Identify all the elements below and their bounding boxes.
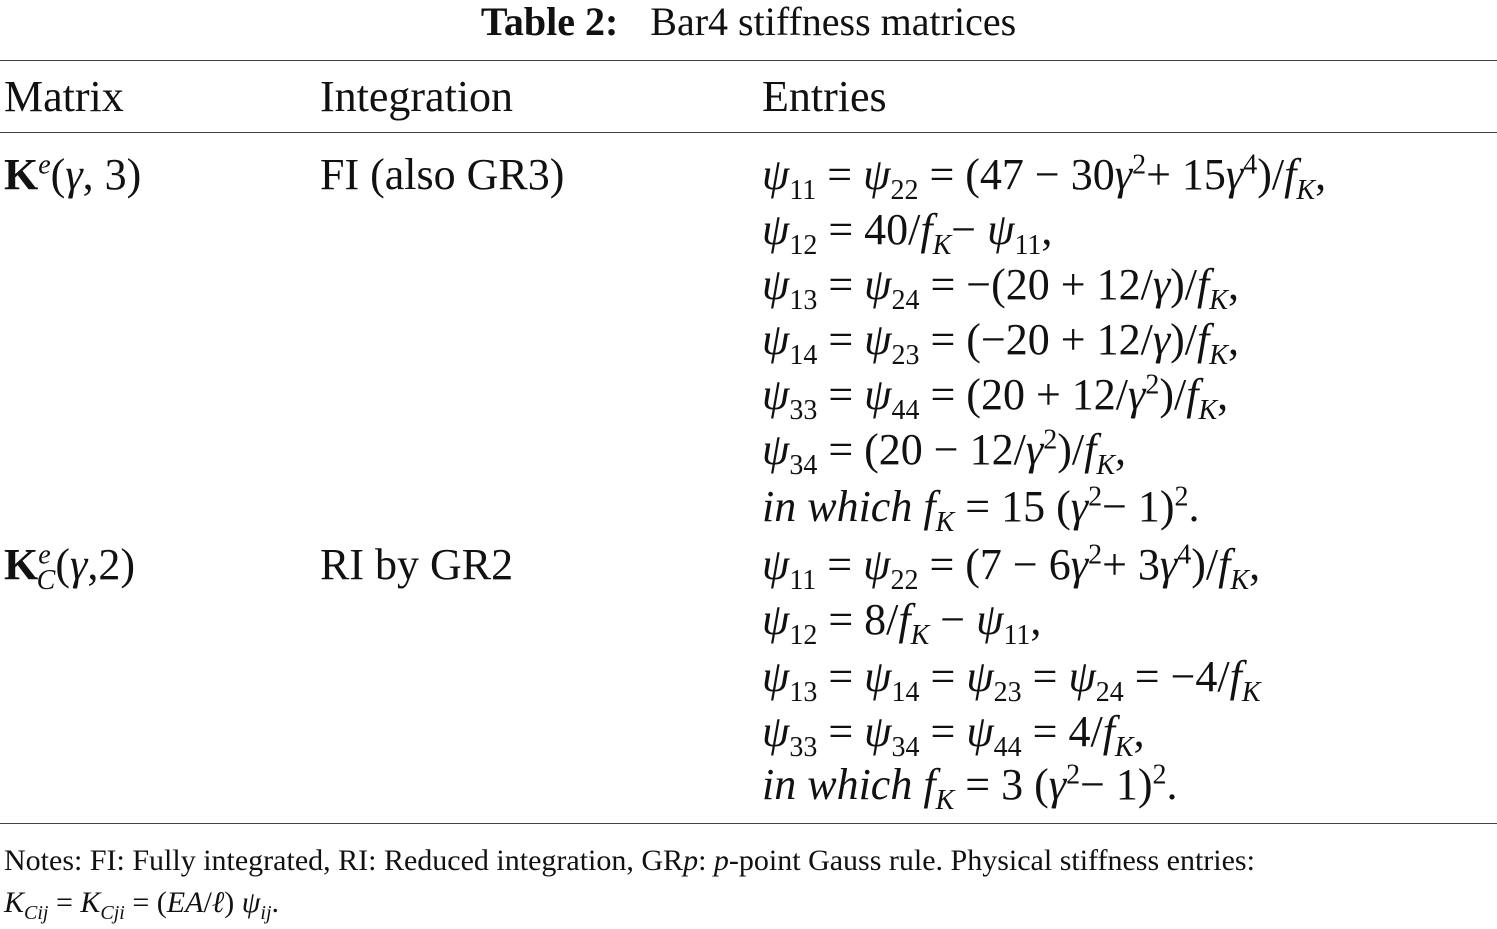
header-rule: [0, 132, 1497, 133]
entry-line: in which $f_K = 15$ $(\gamma^2- 1)^2$.: [762, 481, 1200, 538]
entry-line: $\psi_{14} = \psi_{23} = (-20 + 12/\gamma)/f_K$,: [762, 315, 1239, 371]
notes-line-2: $K_{Cij} = K_{Cji}$ = (EA/ℓ) $\psi_{ij}$.: [4, 886, 280, 924]
entry-line: $\psi_{12} = 40/f_K- \psi_{11}$,: [762, 205, 1053, 261]
bottom-rule: [0, 823, 1497, 824]
entry-line: $\psi_{11} = \psi_{22} = (7 - 6\gamma^2+ 3\gamma^4)/f_K$,: [762, 539, 1261, 596]
column-header-integration: Integration: [320, 72, 514, 121]
entry-line: $\psi_{11} = \psi_{22} = (47 - 30\gamma^2+ 15\gamma^4)/f_K$,: [762, 149, 1327, 206]
column-header-entries: Entries: [762, 72, 887, 121]
integration-cell: FI (also GR3): [320, 150, 565, 199]
column-header-matrix: Matrix: [4, 72, 124, 121]
entry-line: in which $f_K = 3$ $(\gamma^2- 1)^2$.: [762, 759, 1178, 816]
table-notes: [4, 840, 1494, 924]
entry-line: $\psi_{33} = \psi_{34} = \psi_{44} = 4/f_K$,: [762, 707, 1145, 763]
caption-label: Table 2:: [480, 0, 619, 44]
entry-line: $\psi_{13} = \psi_{14} = \psi_{23} = \psi_{24} = -4/f_K$: [762, 652, 1261, 708]
matrix-cell: $K^e_C(\gamma,2)$: [4, 539, 136, 596]
entry-line: $\psi_{34} = (20 - 12/\gamma^2)/f_K$,: [762, 424, 1126, 481]
top-rule: [0, 60, 1497, 61]
entry-line: $\psi_{33} = \psi_{44} = (20 + 12/\gamma^2)/f_K$,: [762, 369, 1229, 426]
entry-line: $\psi_{12} = 8/f_K - \psi_{11}$,: [762, 595, 1042, 651]
entry-line: $\psi_{13} = \psi_{24} = -(20 + 12/\gamma)/f_K$,: [762, 260, 1239, 316]
notes-line-1: Notes: FI: Fully integrated, RI: Reduced integration, GRp: p-point Gauss rule. Physical stiffness entries:: [4, 844, 1255, 877]
matrix-cell: $K^e(\gamma$, 3): [4, 149, 142, 199]
table-caption: [0, 0, 1497, 44]
caption-title: Bar4 stiffness matrices: [650, 0, 1017, 44]
integration-cell: RI by GR2: [320, 540, 514, 589]
